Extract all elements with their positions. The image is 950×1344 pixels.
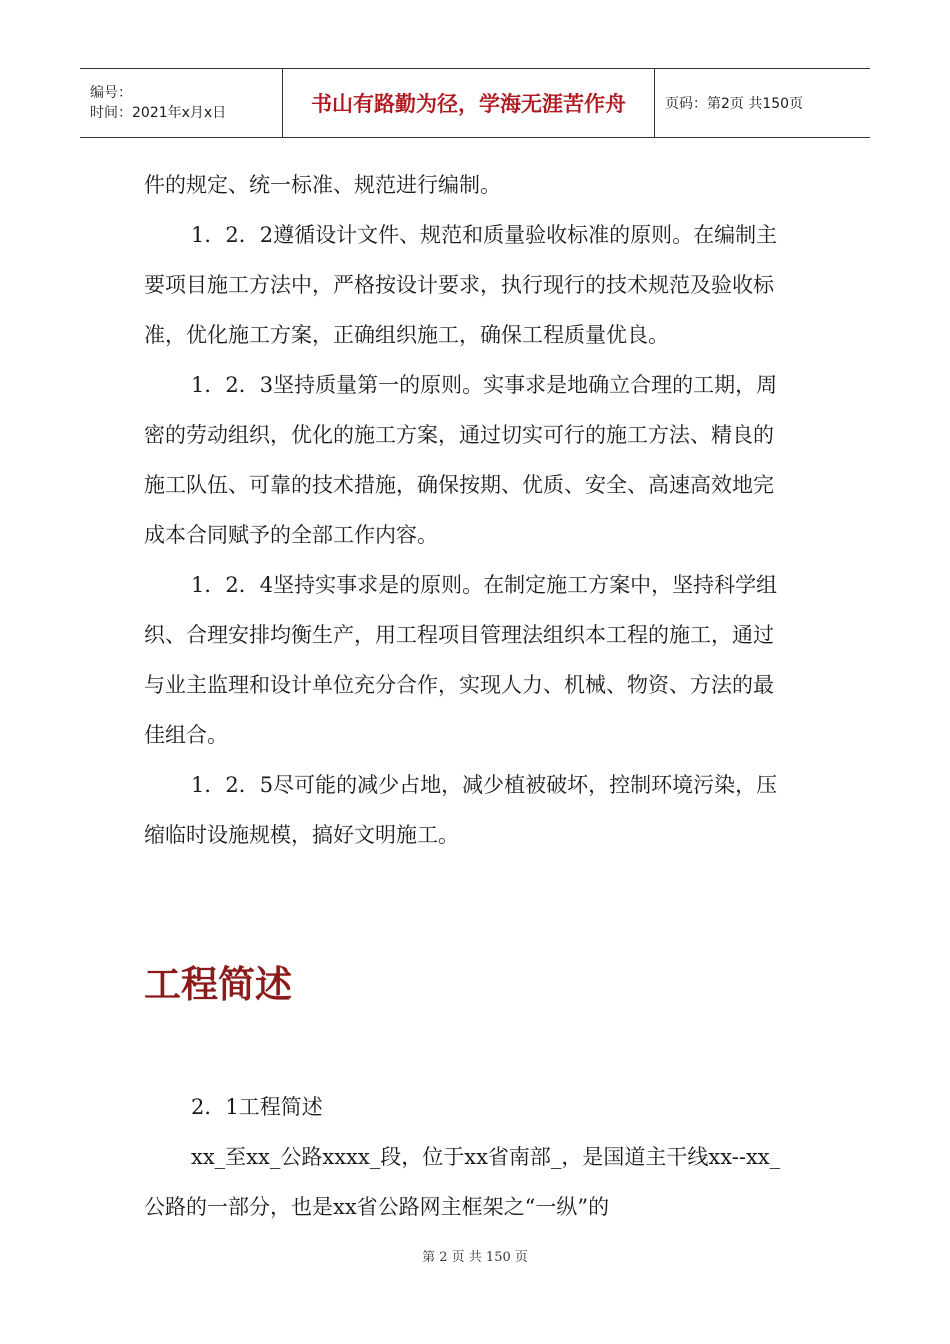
section-subheading: 2．1工程简述 (191, 1095, 323, 1119)
section-body (144, 1082, 794, 1232)
section-heading: 工程简述 (144, 963, 292, 1006)
header-page-cell (655, 69, 870, 137)
document-date-label: 时间：2021年x月x日 (90, 105, 227, 121)
header-page-info: 页码：第2页 共150页 (665, 96, 804, 112)
document-body (144, 160, 794, 860)
page-header (80, 68, 870, 138)
header-meta (80, 69, 283, 137)
document-number-label: 编号： (90, 85, 132, 101)
paragraph-1-2-2: 1．2．2遵循设计文件、规范和质量验收标准的原则。在编制主要项目施工方法中，严格按设计要求，执行现行的技术规范及验收标准，优化施工方案，正确组织施工，确保工程质量优良。 (144, 223, 778, 347)
paragraph-1-2-4: 1．2．4坚持实事求是的原则。在制定施工方案中，坚持科学组织、合理安排均衡生产，用工程项目管理法组织本工程的施工，通过与业主监理和设计单位充分合作，实现人力、机械、物资、方法的最佳组合。 (144, 573, 778, 747)
page-footer: 第 2 页 共 150 页 (422, 1250, 528, 1265)
header-motto: 书山有路勤为径，学海无涯苦作舟 (311, 92, 626, 116)
section-paragraph: xx_至xx_公路xxxx_段，位于xx省南部_，是国道主干线xx--xx_公路的一部分，也是xx省公路网主框架之“一纵”的 (144, 1145, 781, 1219)
paragraph-1-2-5: 1．2．5尽可能的减少占地，减少植被破坏，控制环境污染，压缩临时设施规模，搞好文明施工。 (144, 773, 778, 847)
paragraph-continuation: 件的规定、统一标准、规范进行编制。 (144, 173, 501, 197)
header-motto-cell (283, 69, 655, 137)
paragraph-1-2-3: 1．2．3坚持质量第一的原则。实事求是地确立合理的工期，周密的劳动组织，优化的施工方案，通过切实可行的施工方法、精良的施工队伍、可靠的技术措施，确保按期、优质、安全、高速高效地完成本合同赋予的全部工作内容。 (144, 373, 778, 547)
